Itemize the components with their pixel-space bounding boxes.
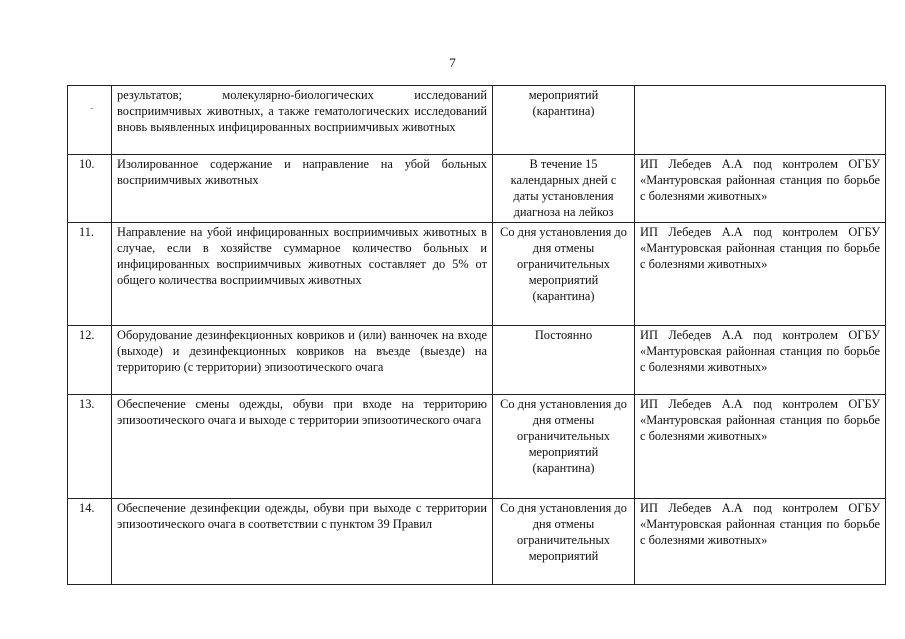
table-row [68, 499, 886, 585]
row-number-cell [68, 155, 112, 223]
row-number-cell [68, 326, 112, 395]
term-cell: В течение 15 календарных дней с даты установления диагноза на лейкоз [493, 155, 635, 223]
term-cell: мероприятий (карантина) [493, 86, 635, 155]
row-number-cell [68, 499, 112, 585]
responsible-cell: ИП Лебедев А.А под контролем ОГБУ «Мантуровская районная станция по борьбе с болезнями животных» [635, 395, 886, 499]
action-cell: Обеспечение дезинфекции одежды, обуви при выходе с территории эпизоотического очага в соответствии с пунктом 39 Правил [112, 499, 493, 585]
row-number-cell [68, 395, 112, 499]
table-row [68, 155, 886, 223]
action-cell: Направление на убой инфицированных восприимчивых животных в случае, если в хозяйстве суммарное количество больных и инфицированных восприимчивых животных составляет до 5% от общего количества восприимчивых животных [112, 223, 493, 326]
measures-table [67, 85, 886, 585]
row-number: 13. [79, 397, 95, 411]
action-cell: Изолированное содержание и направление на убой больных восприимчивых животных [112, 155, 493, 223]
responsible-cell: ИП Лебедев А.А под контролем ОГБУ «Мантуровская районная станция по борьбе с болезнями животных» [635, 155, 886, 223]
table-row [68, 223, 886, 326]
term-cell: Со дня установления до дня отмены ограничительных мероприятий (карантина) [493, 223, 635, 326]
responsible-cell: ИП Лебедев А.А под контролем ОГБУ «Мантуровская районная станция по борьбе с болезнями животных» [635, 499, 886, 585]
row-number: 10. [79, 157, 95, 171]
responsible-cell: ИП Лебедев А.А под контролем ОГБУ «Мантуровская районная станция по борьбе с болезнями животных» [635, 223, 886, 326]
term-cell: Со дня установления до дня отмены ограничительных мероприятий [493, 499, 635, 585]
table-row [68, 395, 886, 499]
table-row [68, 326, 886, 395]
row-number: 14. [79, 501, 95, 515]
responsible-cell: ИП Лебедев А.А под контролем ОГБУ «Мантуровская районная станция по борьбе с болезнями животных» [635, 326, 886, 395]
table-row [68, 86, 886, 155]
row-number: 11. [79, 225, 95, 239]
responsible-cell [635, 86, 886, 155]
row-number: 12. [79, 328, 95, 342]
action-cell: Обеспечение смены одежды, обуви при входе на территорию эпизоотического очага и выходе с территории эпизоотического очага [112, 395, 493, 499]
row-number-cell [68, 86, 112, 155]
term-cell: Постоянно [493, 326, 635, 395]
term-cell: Со дня установления до дня отмены ограничительных мероприятий (карантина) [493, 395, 635, 499]
scan-mark: - [89, 103, 94, 114]
page-number: 7 [449, 55, 456, 70]
row-number-cell [68, 223, 112, 326]
action-cell: Оборудование дезинфекционных ковриков и (или) ванночек на входе (выходе) и дезинфекционных ковриков на въезде (выезде) на территорию (с территории) эпизоотического очага [112, 326, 493, 395]
action-cell: результатов; молекулярно-биологических исследований восприимчивых животных, а также гематологических исследований вновь выявленных инфицированных восприимчивых животных [112, 86, 493, 155]
